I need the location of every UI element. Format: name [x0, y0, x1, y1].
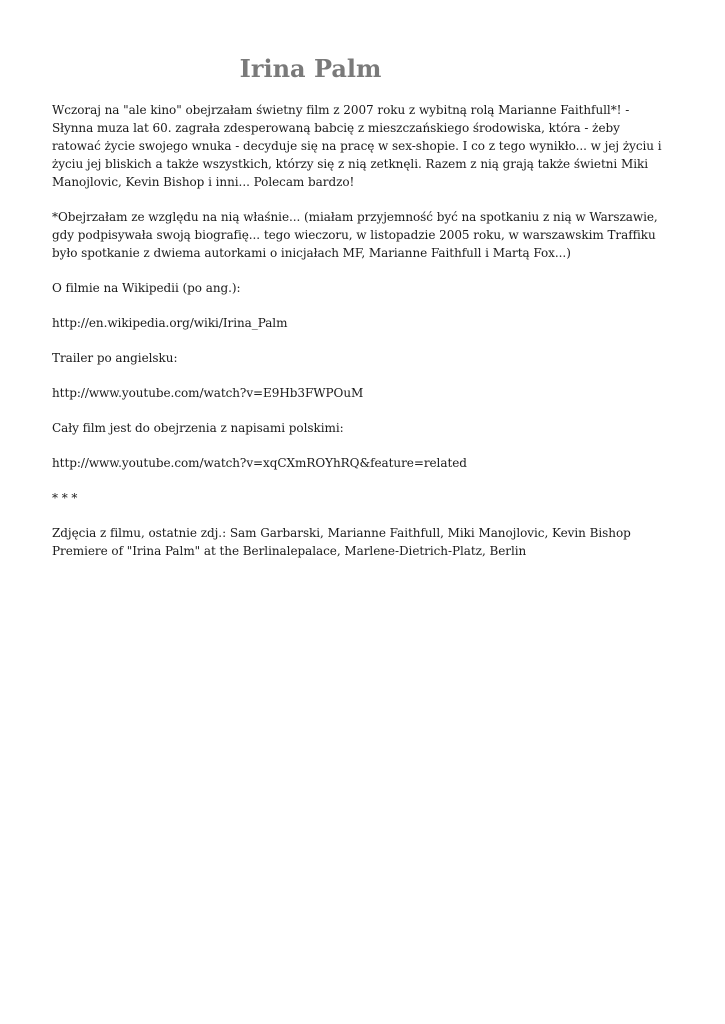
paragraph-trailer-label: Trailer po angielsku:: [52, 351, 178, 365]
trailer-link: http://www.youtube.com/watch?v=E9Hb3FWPOuM: [52, 386, 364, 400]
paragraph-intro: Wczoraj na "ale kino" obejrzałam świetny film z 2007 roku z wybitną rolą Marianne Faithfull*! - Słynna muza lat 60. zagrała zdesperowaną babcię z mieszczańskiego środowiska, która - żeby ratować życie swojego wnuka - decyduje się na pracę w sex-shopie. I co z tego wynikło... w jej życiu i życiu jej bliskich a także wszystkich, którzy się z nią zetknęli. Razem z nią grają także świetni Miki Manojlovic, Kevin Bishop i inni... Polecam bardzo!: [52, 103, 662, 189]
page-title: Irina Palm: [239, 54, 382, 83]
paragraph-photo-caption: Zdjęcia z filmu, ostatnie zdj.: Sam Garbarski, Marianne Faithfull, Miki Manojlovic, Kevin Bishop Premiere of "Irina Palm" at the Berlinalepalace, Marlene-Dietrich-Platz, Berlin: [52, 526, 631, 558]
full-film-link: http://www.youtube.com/watch?v=xqCXmROYhRQ&feature=related: [52, 456, 467, 470]
wikipedia-link: http://en.wikipedia.org/wiki/Irina_Palm: [52, 316, 288, 330]
section-separator: * * *: [52, 491, 78, 505]
article-body: [52, 101, 672, 577]
paragraph-full-film-label: Cały film jest do obejrzenia z napisami polskimi:: [52, 421, 344, 435]
paragraph-wikipedia-label: O filmie na Wikipedii (po ang.):: [52, 281, 241, 295]
paragraph-footnote: *Obejrzałam ze względu na nią właśnie... (miałam przyjemność być na spotkaniu z nią w Warszawie, gdy podpisywała swoją biografię... tego wieczoru, w listopadzie 2005 roku, w warszawskim Traffiku było spotkanie z dwiema autorkami o inicjałach MF, Marianne Faithfull i Martą Fox...): [52, 210, 658, 260]
